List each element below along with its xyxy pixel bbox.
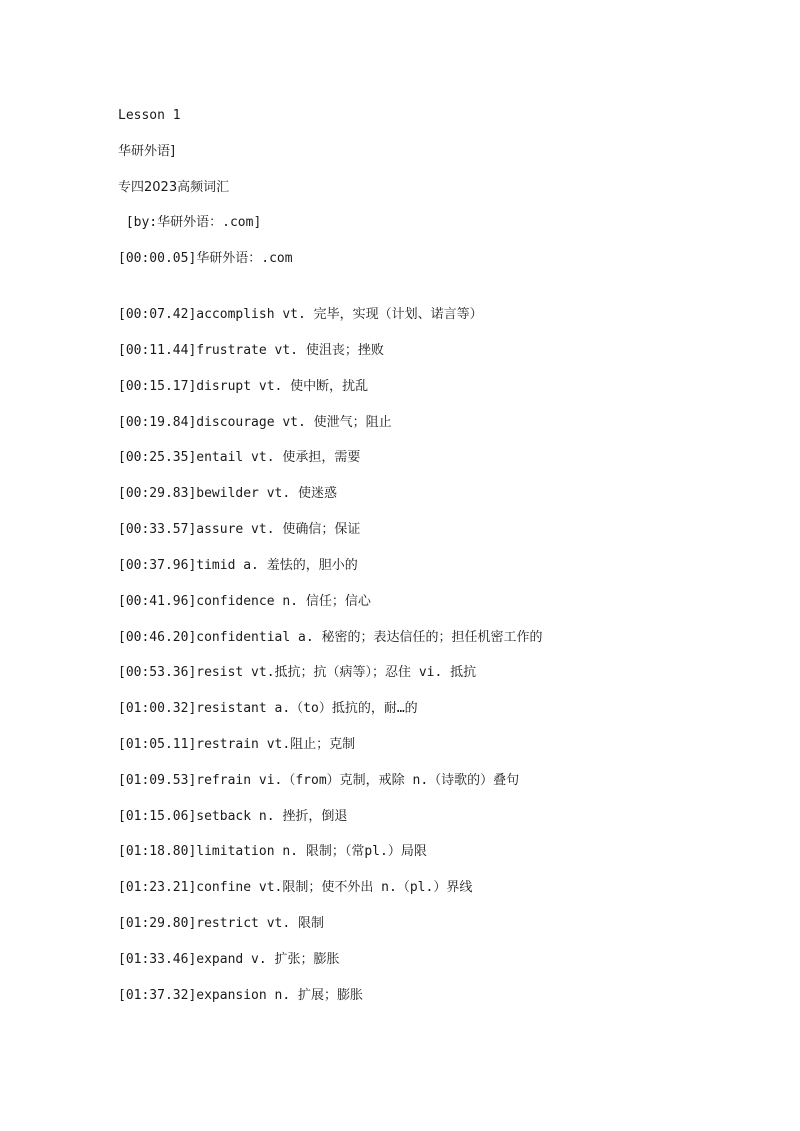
vocab-entry: [00:46.20]confidential a. 秘密的；表达信任的；担任机密工作的 bbox=[118, 630, 543, 645]
vocab-entry: [00:11.44]frustrate vt. 使沮丧；挫败 bbox=[118, 343, 384, 358]
vocab-entry: [01:15.06]setback n. 挫折，倒退 bbox=[118, 809, 348, 824]
vocab-entry: [00:53.36]resist vt.抵抗；抗（病等）；忍住 vi. 抵抗 bbox=[118, 665, 477, 680]
vocab-entry: [01:29.80]restrict vt. 限制 bbox=[118, 916, 325, 931]
vocab-entry: [00:07.42]accomplish vt. 完毕，实现（计划、诺言等） bbox=[118, 307, 483, 322]
vocab-entry: [00:15.17]disrupt vt. 使中断，扰乱 bbox=[118, 379, 369, 394]
by-line: [by:华研外语：.com] bbox=[118, 215, 262, 230]
publisher-line: 华研外语] bbox=[118, 144, 176, 159]
vocab-entry: [00:19.84]discourage vt. 使泄气；阻止 bbox=[118, 415, 392, 430]
vocab-entry: [00:25.35]entail vt. 使承担，需要 bbox=[118, 450, 361, 465]
vocab-entry: [00:37.96]timid a. 羞怯的，胆小的 bbox=[118, 558, 358, 573]
intro-line: [00:00.05]华研外语：.com bbox=[118, 251, 293, 266]
vocab-entry: [01:37.32]expansion n. 扩展；膨胀 bbox=[118, 988, 364, 1003]
lesson-heading: Lesson 1 bbox=[118, 108, 181, 123]
vocab-entry: [01:00.32]resistant a.（to）抵抗的，耐…的 bbox=[118, 701, 418, 716]
vocab-entry: [01:05.11]restrain vt.阻止；克制 bbox=[118, 737, 356, 752]
vocab-entry: [01:33.46]expand v. 扩张；膨胀 bbox=[118, 952, 340, 967]
vocab-entry: [00:41.96]confidence n. 信任；信心 bbox=[118, 594, 371, 609]
vocab-entry: [01:09.53]refrain vi.（from）克制，戒除 n.（诗歌的）叠句 bbox=[118, 773, 520, 788]
subtitle-line: 专四2023高频词汇 bbox=[118, 180, 230, 195]
vocab-entry: [00:29.83]bewilder vt. 使迷惑 bbox=[118, 486, 338, 501]
vocab-entry: [00:33.57]assure vt. 使确信；保证 bbox=[118, 522, 361, 537]
vocab-entry: [01:18.80]limitation n. 限制；（常pl.）局限 bbox=[118, 844, 427, 859]
vocab-entry: [01:23.21]confine vt.限制；使不外出 n.（pl.）界线 bbox=[118, 880, 473, 895]
